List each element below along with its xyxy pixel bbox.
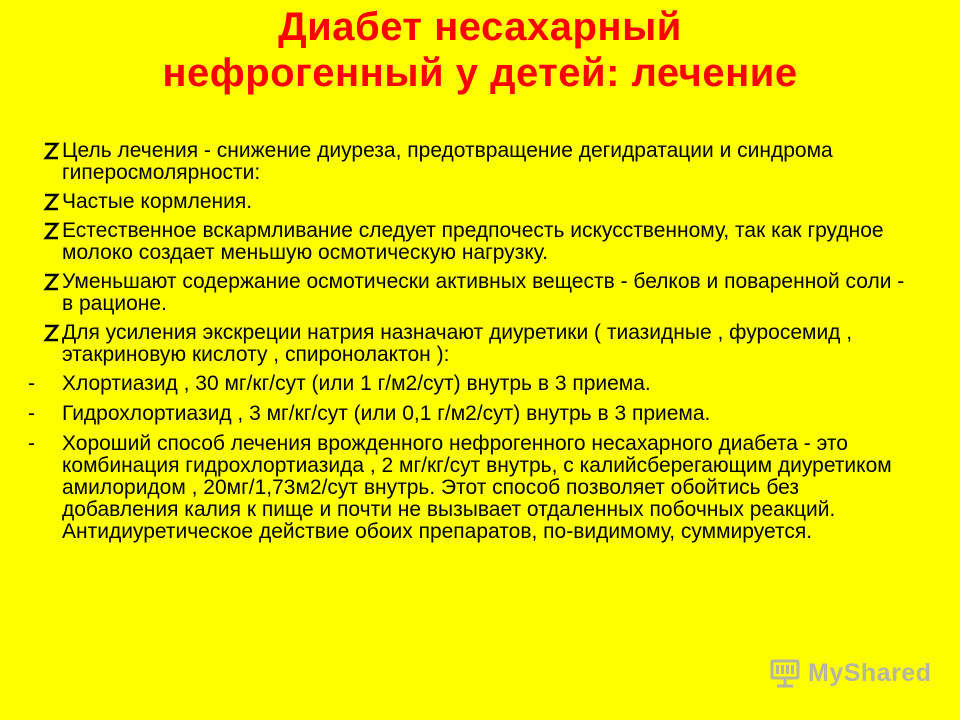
watermark-text: MyShared xyxy=(808,659,932,687)
slide-title-line-1: Диабет несахарный xyxy=(278,5,682,49)
bullet-item xyxy=(28,322,908,366)
dosage-item xyxy=(28,433,908,543)
bullet-text: Естественное вскармливание следует предпочесть искусственному, так как грудное молоко создает меньшую осмотическую нагрузку. xyxy=(62,219,884,264)
dosage-text: Хороший способ лечения врожденного нефрогенного несахарного диабета - это комбинация гидрохлортиазида , 2 мг/кг/сут внутрь, с калийсберегающим диуретиком амилоридом , 20мг/1,73м2/сут внутрь. Этот способ позволяет обойтись без добавления калия к пище и почти не вызывает отдаленных побочных реакций. Антидиуретическое действие обоих препаратов, по-видимому, суммируется. xyxy=(62,432,892,543)
dash-marker: - xyxy=(28,372,35,395)
bullet-item xyxy=(28,140,908,184)
dosage-item xyxy=(28,373,908,395)
bullet-item xyxy=(28,271,908,315)
z-bullet-icon xyxy=(42,141,60,161)
dosage-text: Хлортиазид , 30 мг/кг/сут (или 1 г/м2/сут) внутрь в 3 приема. xyxy=(62,372,651,395)
z-bullet-icon xyxy=(42,323,60,343)
z-bullet-icon xyxy=(42,272,60,292)
bullet-item xyxy=(28,191,908,213)
slide-body xyxy=(28,140,908,551)
dosage-item xyxy=(28,403,908,425)
bullet-text: Уменьшают содержание осмотически активных веществ - белков и поваренной соли - в рационе. xyxy=(62,270,905,315)
z-bullet-icon xyxy=(42,192,60,212)
presentation-board-icon xyxy=(768,658,802,688)
myshared-watermark xyxy=(768,656,932,690)
z-bullet-icon xyxy=(42,221,60,241)
bullet-text: Цель лечения - снижение диуреза, предотвращение дегидратации и синдрома гиперосмолярности: xyxy=(62,139,833,184)
bullet-text: Для усиления экскреции натрия назначают диуретики ( тиазидные , фуросемид , этакриновую кислоту , спиронолактон ): xyxy=(62,321,853,366)
dosage-text: Гидрохлортиазид , 3 мг/кг/сут (или 0,1 г/м2/сут) внутрь в 3 приема. xyxy=(62,402,711,425)
dash-marker: - xyxy=(28,432,35,455)
slide-title xyxy=(0,4,960,96)
bullet-text: Частые кормления. xyxy=(62,190,253,213)
dash-marker: - xyxy=(28,402,35,425)
slide-title-line-2: нефрогенный у детей: лечение xyxy=(162,51,798,95)
bullet-item xyxy=(28,220,908,264)
